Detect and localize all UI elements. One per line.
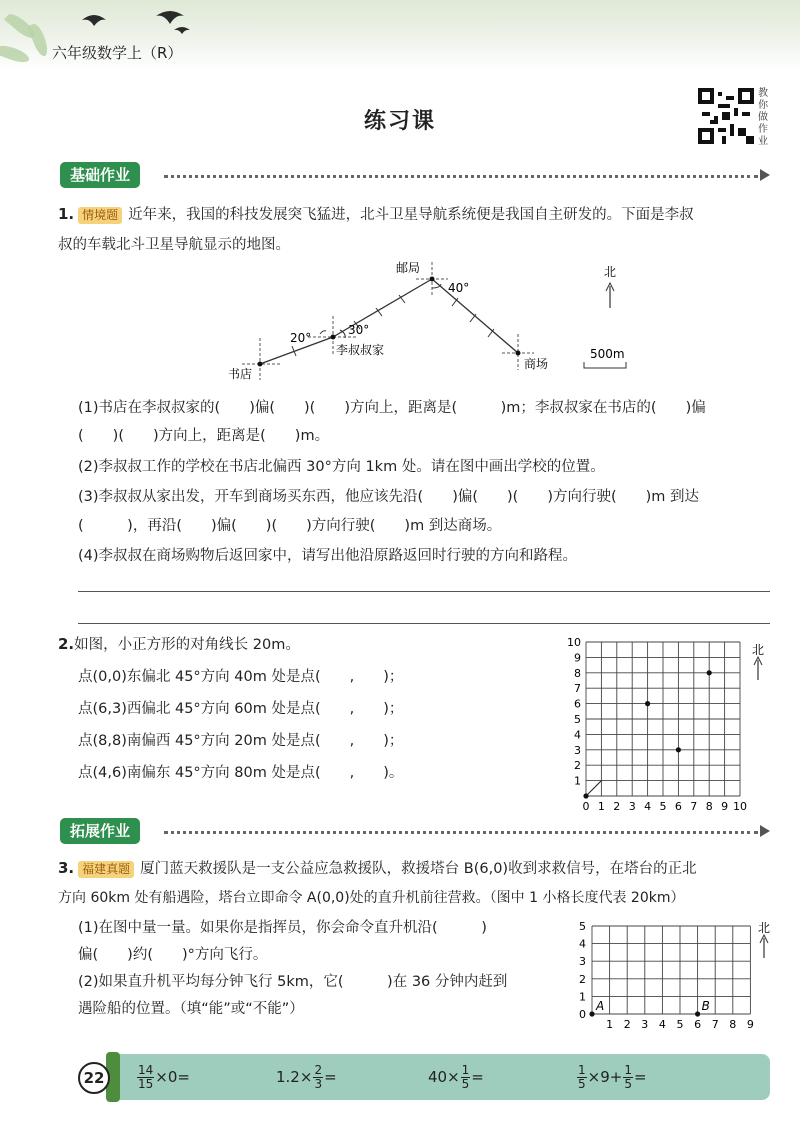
section-divider bbox=[164, 831, 758, 834]
q3-part1-line2: 偏( )约( )°方向飞行。 bbox=[78, 947, 268, 963]
expr-text: ×9+ bbox=[587, 1068, 623, 1086]
y-tick-label: 3 bbox=[579, 955, 586, 969]
q1-intro-text: 近年来，我国的科技发展突飞猛进，北斗卫星导航系统便是我国自主研发的。下面是李叔 bbox=[128, 207, 694, 223]
frac-numerator: 1 bbox=[624, 1063, 632, 1077]
answer-line[interactable] bbox=[78, 623, 770, 624]
grid-point bbox=[707, 670, 712, 675]
diagonal-segment bbox=[586, 781, 601, 796]
q1-intro-line2: 叔的车载北斗卫星导航显示的地图。 bbox=[58, 237, 290, 253]
expr-text: ×0= bbox=[155, 1068, 190, 1086]
y-tick-label: 1 bbox=[579, 990, 586, 1004]
q1-part1-line1: (1)书店在李叔叔家的( )偏( )( )方向上，距离是( )m；李叔叔家在书店的( )偏 bbox=[78, 400, 706, 416]
expr-text: = bbox=[471, 1068, 484, 1086]
answer-line[interactable] bbox=[78, 591, 770, 592]
y-tick-label: 5 bbox=[574, 713, 581, 726]
map-label-post: 邮局 bbox=[396, 261, 421, 275]
frac-numerator: 2 bbox=[314, 1063, 323, 1077]
grid-point bbox=[676, 747, 681, 752]
expr-text: 1.2× bbox=[276, 1068, 313, 1086]
map-label-home: 李叔叔家 bbox=[336, 343, 385, 357]
frac-denominator: 3 bbox=[314, 1077, 323, 1091]
north-label: 北 bbox=[758, 921, 771, 935]
frac-denominator: 5 bbox=[624, 1077, 632, 1091]
x-tick-label: 2 bbox=[623, 1018, 631, 1031]
q2-number: 2. bbox=[58, 635, 75, 653]
x-tick-label: 8 bbox=[705, 800, 713, 813]
qr-caption: 教你做作业 bbox=[758, 88, 768, 147]
expr-text: = bbox=[633, 1068, 647, 1086]
q1-part2: (2)李叔叔工作的学校在书店北偏西 30°方向 1km 处。请在图中画出学校的位置。 bbox=[78, 459, 605, 475]
y-tick-label: 2 bbox=[579, 972, 586, 986]
y-tick-label: 0 bbox=[579, 1008, 586, 1021]
q3-part2-line1: (2)如果直升机平均每分钟飞行 5km，它( )在 36 分钟内赶到 bbox=[78, 974, 508, 990]
q2-intro-text: 如图，小正方形的对角线长 20m。 bbox=[74, 637, 300, 653]
q2-coordinate-grid bbox=[562, 632, 772, 814]
x-tick-label: 9 bbox=[721, 800, 729, 813]
x-tick-label: 9 bbox=[746, 1018, 754, 1031]
q3-intro bbox=[58, 858, 697, 879]
arrow-right-icon bbox=[760, 825, 770, 837]
x-tick-label: 0 bbox=[582, 800, 590, 813]
q3-intro-line2: 方向 60km 处有船遇险，塔台立即命令 A(0,0)处的直升机前往营救。（图中 1 小格长度代表 20km） bbox=[58, 890, 685, 906]
x-tick-label: 7 bbox=[711, 1018, 719, 1031]
q1-part3-line2: ( )，再沿( )偏( )( )方向行驶( )m 到达商场。 bbox=[78, 518, 502, 534]
x-tick-label: 3 bbox=[641, 1018, 649, 1031]
q3-intro-text: 厦门蓝天救援队是一支公益应急救援队，救援塔台 B(6,0)收到求救信号，在塔台的正北 bbox=[140, 861, 697, 877]
q1-number: 1. bbox=[58, 205, 75, 223]
qr-code-icon[interactable] bbox=[698, 88, 754, 144]
q2-line-1: 点(0,0)东偏北 45°方向 40m 处是点( , )； bbox=[78, 669, 404, 685]
section-extend-tag: 拓展作业 bbox=[60, 818, 140, 844]
q1-part4: (4)李叔叔在商场购物后返回家中，请写出他沿原路返回时行驶的方向和路程。 bbox=[78, 548, 578, 564]
x-tick-label: 4 bbox=[658, 1018, 666, 1031]
map-north-label: 北 bbox=[604, 265, 617, 279]
footer-expr-2 bbox=[276, 1064, 337, 1091]
x-tick-label: 10 bbox=[733, 800, 747, 813]
page-title: 练习课 bbox=[363, 109, 436, 134]
north-label: 北 bbox=[752, 643, 765, 657]
q3-tag: 福建真题 bbox=[78, 861, 134, 878]
q1-intro bbox=[58, 204, 694, 225]
x-tick-label: 5 bbox=[676, 1018, 684, 1031]
map-label-angle-30: 30° bbox=[348, 323, 370, 337]
x-tick-label: 5 bbox=[659, 800, 667, 813]
point-label: A bbox=[596, 999, 605, 1013]
y-tick-label: 3 bbox=[574, 743, 581, 757]
q3-part2-line2: 遇险船的位置。（填“能”或“不能”） bbox=[78, 1001, 304, 1017]
expr-text: = bbox=[324, 1068, 337, 1086]
frac-numerator: 1 bbox=[461, 1063, 470, 1077]
section-basic-tag: 基础作业 bbox=[60, 162, 140, 188]
map-label-bookstore: 书店 bbox=[228, 367, 253, 381]
q3-coordinate-grid bbox=[568, 912, 778, 1034]
frac-denominator: 5 bbox=[461, 1077, 470, 1091]
y-tick-label: 7 bbox=[574, 682, 581, 696]
q1-part3-line1: (3)李叔叔从家出发，开车到商场买东西，他应该先沿( )偏( )( )方向行驶( )m 到达 bbox=[78, 489, 700, 505]
arrow-right-icon bbox=[760, 169, 770, 181]
x-tick-label: 1 bbox=[597, 800, 605, 813]
frac-numerator: 14 bbox=[138, 1063, 154, 1077]
q3-number: 3. bbox=[58, 859, 75, 877]
y-tick-label: 4 bbox=[574, 728, 581, 742]
map-scale-bar bbox=[584, 362, 626, 368]
frac-numerator: 1 bbox=[578, 1063, 586, 1077]
page-number: 22 bbox=[78, 1062, 110, 1094]
grade-label: 六年级数学上（R） bbox=[52, 44, 183, 62]
q1-part1-line2: ( )( )方向上，距离是( )m。 bbox=[78, 428, 330, 444]
grid-point bbox=[583, 793, 588, 798]
x-tick-label: 1 bbox=[606, 1018, 614, 1031]
y-tick-label: 4 bbox=[579, 937, 586, 951]
x-tick-label: 6 bbox=[674, 800, 682, 813]
y-tick-label: 9 bbox=[574, 651, 581, 665]
q1-navigation-map bbox=[220, 258, 660, 383]
point-label: B bbox=[701, 999, 710, 1013]
section-divider bbox=[164, 175, 758, 178]
y-tick-label: 10 bbox=[567, 636, 581, 649]
expr-text: 40× bbox=[428, 1068, 460, 1086]
grid-point bbox=[589, 1011, 594, 1016]
y-tick-label: 8 bbox=[574, 666, 581, 680]
x-tick-label: 4 bbox=[644, 800, 652, 813]
q2-line-3: 点(8,8)南偏西 45°方向 20m 处是点( , )； bbox=[78, 733, 404, 749]
y-tick-label: 5 bbox=[579, 920, 586, 933]
q3-part1-line1: (1)在图中量一量。如果你是指挥员，你会命令直升机沿( ) bbox=[78, 920, 487, 936]
footer-expr-4 bbox=[576, 1064, 647, 1091]
map-label-mall: 商场 bbox=[524, 357, 549, 371]
frac-denominator: 15 bbox=[138, 1077, 154, 1091]
grid-point bbox=[695, 1011, 700, 1016]
map-label-angle-20: 20° bbox=[290, 331, 312, 345]
x-tick-label: 6 bbox=[694, 1018, 702, 1031]
grid-point bbox=[645, 701, 650, 706]
q2-line-2: 点(6,3)西偏北 45°方向 60m 处是点( , )； bbox=[78, 701, 404, 717]
x-tick-label: 8 bbox=[729, 1018, 737, 1031]
q1-tag: 情境题 bbox=[78, 207, 122, 224]
map-scale-label: 500m bbox=[590, 347, 625, 361]
y-tick-label: 6 bbox=[574, 697, 581, 711]
footer-expr-3 bbox=[428, 1064, 484, 1091]
x-tick-label: 2 bbox=[613, 800, 621, 813]
frac-denominator: 5 bbox=[578, 1077, 586, 1091]
q2-intro bbox=[58, 634, 300, 655]
footer-expr-1 bbox=[136, 1064, 190, 1091]
q2-line-4: 点(4,6)南偏东 45°方向 80m 处是点( , )。 bbox=[78, 765, 404, 781]
y-tick-label: 1 bbox=[574, 774, 581, 788]
swallow-birds-icon bbox=[78, 6, 198, 40]
x-tick-label: 7 bbox=[690, 800, 698, 813]
y-tick-label: 2 bbox=[574, 759, 581, 773]
map-label-angle-40: 40° bbox=[448, 281, 470, 295]
x-tick-label: 3 bbox=[628, 800, 636, 813]
